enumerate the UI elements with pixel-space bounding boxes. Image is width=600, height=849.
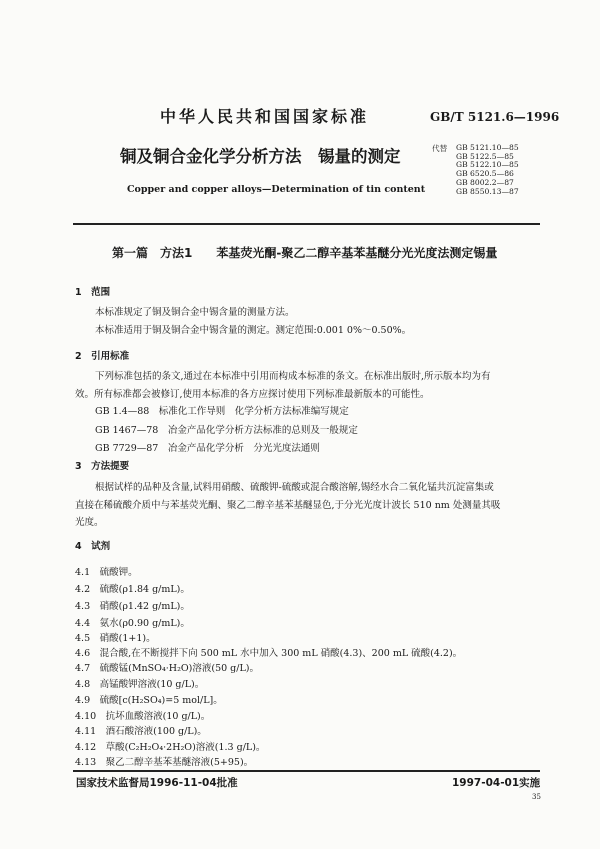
paragraph-line: 本标准适用于铜及铜合金中锡含量的测定。测定范围:0.001 0%～0.50%。 [95,325,412,336]
reagent-item: 4.2 硫酸(ρ1.84 g/mL)。 [75,584,190,595]
replaces-item: GB 5121.10—85 [456,143,519,152]
reagent-item: 4.4 氨水(ρ0.90 g/mL)。 [75,618,190,629]
standard-number: GB/T 5121.6—1996 [430,110,560,124]
reagent-item: 4.3 硝酸(ρ1.42 g/mL)。 [75,601,190,612]
reagent-item: 4.12 草酸(C₂H₂O₄·2H₂O)溶液(1.3 g/L)。 [75,742,266,753]
page-number: 35 [532,793,541,801]
reagent-item: 4.13 聚乙二醇辛基苯基醚溶液(5+95)。 [75,757,254,768]
reagent-item: 4.10 抗坏血酸溶液(10 g/L)。 [75,711,211,722]
section-3-heading: 3 方法提要 [75,461,130,472]
replaces-item: GB 5122.5—85 [456,151,514,161]
replaces-label: 代替 [432,144,448,153]
approval-date: 国家技术监督局1996-11-04批准 [76,777,238,789]
reagent-item: 4.8 高锰酸钾溶液(10 g/L)。 [75,679,205,690]
header-rule [73,223,540,225]
reagent-item: 4.9 硫酸[c(H₂SO₄)=5 mol/L]。 [75,695,223,706]
replaces-item: GB 8550.13—87 [456,186,519,196]
replaces-list [456,144,519,196]
replaces-item: GB 6520.5—86 [456,169,514,179]
replaces-item: GB 8002.2—87 [456,177,514,187]
paragraph-line: 本标准规定了铜及铜合金中锡含量的测量方法。 [95,307,295,318]
part-title: 第一篇 方法1 苯基荧光酮-聚乙二醇辛基苯基醚分光光度法测定锡量 [112,246,498,260]
reagent-item: 4.6 混合酸,在不断搅拌下向 500 mL 水中加入 300 mL 硝酸(4.3)、200 mL 硫酸(4.2)。 [75,648,463,659]
reference-item: GB 1.4—88 标准化工作导则 化学分析方法标准编写规定 [95,406,349,417]
effective-date: 1997-04-01实施 [452,777,541,789]
section-2-heading: 2 引用标准 [75,351,130,362]
title-en: Copper and copper alloys—Determination of tin content [127,184,426,195]
paragraph-line: 根据试样的品种及含量,试料用硝酸、硫酸钾-硫酸或混合酸溶解,锡经水合二氧化锰共沉淀富集或 [95,482,494,493]
replaces-item: GB 5122.10—85 [456,160,519,170]
paragraph-line: 直接在稀硫酸介质中与苯基荧光酮、聚乙二醇辛基苯基醚显色,于分光光度计波长 510 nm 处测量其吸 [75,500,501,511]
reference-item: GB 1467—78 冶金产品化学分析方法标准的总则及一般规定 [95,425,358,436]
title-cn: 铜及铜合金化学分析方法 锡量的测定 [120,147,401,166]
reference-item: GB 7729—87 冶金产品化学分析 分光光度法通则 [95,443,320,454]
reagent-item: 4.1 硫酸钾。 [75,567,138,578]
section-4-heading: 4 试剂 [75,541,111,552]
paragraph-line: 效。所有标准都会被修订,使用本标准的各方应探讨使用下列标准最新版本的可能性。 [75,389,430,400]
paragraph-line: 下列标准包括的条文,通过在本标准中引用而构成本标准的条文。在标准出版时,所示版本均为有 [95,371,491,382]
reagent-item: 4.7 硫酸锰(MnSO₄·H₂O)溶液(50 g/L)。 [75,663,259,674]
paragraph-line: 光度。 [75,517,104,528]
section-1-heading: 1 范围 [75,287,111,298]
footer-rule [73,770,540,772]
national-standard-heading: 中华人民共和国国家标准 [160,107,370,126]
reagent-item: 4.5 硝酸(1+1)。 [75,633,156,644]
reagent-item: 4.11 酒石酸溶液(100 g/L)。 [75,726,207,737]
